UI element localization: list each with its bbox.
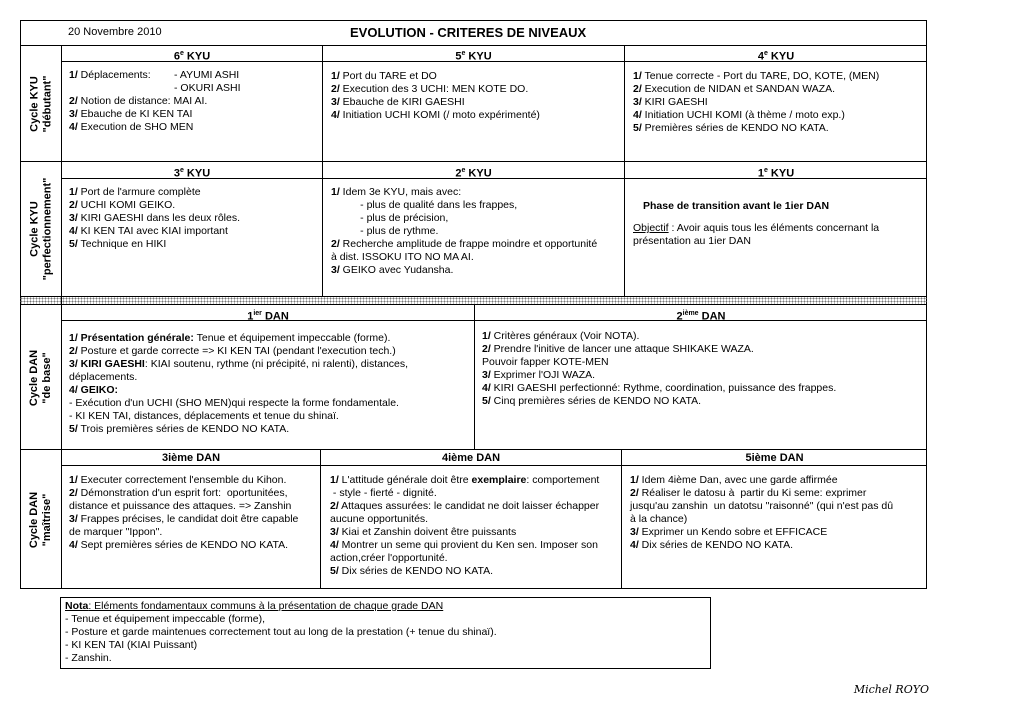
criteria-line: 4/ Execution de SHO MEN xyxy=(69,121,194,133)
criteria-line: 3/ Exprimer l'OJI WAZA. xyxy=(482,369,596,381)
criteria-line: 5/ Dix séries de KENDO NO KATA. xyxy=(330,565,493,577)
criteria-line: 3/ Ebauche de KI KEN TAI xyxy=(69,108,193,120)
criteria-line: 1/ Critères généraux (Voir NOTA). xyxy=(482,330,640,342)
criteria-6-kyu xyxy=(69,69,319,134)
signature: Michel ROYO xyxy=(853,683,929,696)
objectif-label: Objectif xyxy=(633,222,669,234)
criteria-line: 2/ Réaliser le datosu à partir du Ki seme: exprimer xyxy=(630,487,867,499)
criteria-line: - style - fierté - dignité. xyxy=(330,487,437,499)
criteria-line: 1/ Port de l'armure complète xyxy=(69,186,201,198)
criteria-line: 2/ Execution de NIDAN et SANDAN WAZA. xyxy=(633,83,836,95)
criteria-line: 4/ GEIKO: xyxy=(69,384,119,396)
criteria-4-dan xyxy=(330,474,620,578)
criteria-line: - plus de rythme. xyxy=(331,225,439,237)
criteria-line: - plus de qualité dans les frappes, xyxy=(331,199,518,211)
criteria-line: 4/ Initiation UCHI KOMI (à thème / moto exp.) xyxy=(633,109,845,121)
criteria-line: à la chance) xyxy=(630,513,688,525)
grade-header-6-kyu: 6e KYU xyxy=(173,50,211,63)
criteria-line: 3/ KIRI GAESHI: KIAI soutenu, rythme (ni précipité, ni ralenti), distances, xyxy=(69,358,409,370)
criteria-line: 3/ Ebauche de KIRI GAESHI xyxy=(331,96,465,108)
cycle-dan-base: Cycle DAN "de base" xyxy=(28,349,53,406)
criteria-line: 5/ Trois premières séries de KENDO NO KATA. xyxy=(69,423,290,435)
criteria-line: - plus de précision, xyxy=(331,212,449,224)
criteria-5-dan xyxy=(630,474,925,552)
criteria-line: 2/ Prendre l'initive de lancer une attaque SHIKAKE WAZA. xyxy=(482,343,754,355)
grade-header-3-dan: 3ième DAN xyxy=(161,452,221,464)
criteria-line: 3/ KIRI GAESHI xyxy=(633,96,708,108)
criteria-2-dan xyxy=(482,330,924,408)
criteria-line: 3/ GEIKO avec Yudansha. xyxy=(331,264,454,276)
criteria-line: 4/ KI KEN TAI avec KIAI important xyxy=(69,225,228,237)
criteria-line: 5/ Technique en HIKI xyxy=(69,238,167,250)
criteria-line: 4/ Montrer un seme qui provient du Ken sen. Imposer son xyxy=(330,539,598,551)
grade-header-5-kyu: 5e KYU xyxy=(455,50,492,63)
criteria-line: 5/ Premières séries de KENDO NO KATA. xyxy=(633,122,829,134)
nota-line: - Posture et garde maintenues correctement tout au long de la prestation (+ tenue du shinaï). xyxy=(65,626,497,638)
criteria-line: à dist. ISSOKU ITO NO MA AI. xyxy=(331,251,474,263)
criteria-line: 2/ Recherche amplitude de frappe moindre et opportunité xyxy=(331,238,598,250)
criteria-line: 4/ Sept premières séries de KENDO NO KATA. xyxy=(69,539,289,551)
criteria-2-kyu xyxy=(331,186,621,277)
criteria-line: - OKURI ASHI xyxy=(69,82,241,94)
criteria-line: de marquer "Ippon". xyxy=(69,526,163,538)
criteria-line: 3/ Exprimer un Kendo sobre et EFFICACE xyxy=(630,526,828,538)
grade-header-2-dan: 2ième DAN xyxy=(676,310,726,323)
criteria-line: 4/ KIRI GAESHI perfectionné: Rythme, coordination, puissance des frappes. xyxy=(482,382,837,394)
nota-heading: : Eléments fondamentaux communs à la présentation de chaque grade DAN xyxy=(88,600,444,612)
cycle-kyu-debutant: Cycle KYU "débutant" xyxy=(28,75,53,132)
nota-line: - KI KEN TAI (KIAI Puissant) xyxy=(65,639,198,651)
criteria-line: 2/ Attaques assurées: le candidat ne doit laisser échapper xyxy=(330,500,600,512)
criteria-line: 2/ Notion de distance: MAI AI. xyxy=(69,95,208,107)
criteria-1-dan xyxy=(69,332,471,436)
criteria-line: 2/ UCHI KOMI GEIKO. xyxy=(69,199,176,211)
criteria-line: 3/ KIRI GAESHI dans les deux rôles. xyxy=(69,212,241,224)
section-separator xyxy=(20,296,927,305)
nota-line: - Zanshin. xyxy=(65,652,112,664)
criteria-line: 1/ Executer correctement l'ensemble du Kihon. xyxy=(69,474,287,486)
nota-label: Nota xyxy=(65,600,89,612)
criteria-1-kyu: Phase de transition avant le 1ier DAN Objectif : Avoir aquis tous les éléments concernant la présentation au 1ier DAN xyxy=(633,200,925,248)
criteria-3-dan xyxy=(69,474,319,552)
criteria-line: 2/ Démonstration d'un esprit fort: oportunitées, xyxy=(69,487,288,499)
criteria-line: action,créer l'opportunité. xyxy=(330,552,448,564)
nota-box xyxy=(60,597,711,669)
nota-line: - Tenue et équipement impeccable (forme), xyxy=(65,613,265,625)
criteria-line: 1/ Déplacements: - AYUMI ASHI xyxy=(69,69,240,81)
criteria-line: aucune opportunités. xyxy=(330,513,429,525)
criteria-line: distance et puissance des attaques. => Zanshin xyxy=(69,500,292,512)
grade-header-4-kyu: 4e KYU xyxy=(757,50,795,63)
criteria-3-kyu xyxy=(69,186,319,251)
grade-header-1-kyu: 1e KYU xyxy=(757,167,795,180)
document-date: 20 Novembre 2010 xyxy=(68,26,162,38)
cycle-dan-maitrise: Cycle DAN "maîtrise" xyxy=(28,491,53,548)
criteria-4-kyu xyxy=(633,70,925,135)
criteria-line: 1/ Idem 3e KYU, mais avec: xyxy=(331,186,462,198)
criteria-line: - KI KEN TAI, distances, déplacements et tenue du shinaï. xyxy=(69,410,339,422)
document-title: EVOLUTION - CRITERES DE NIVEAUX xyxy=(350,25,587,40)
criteria-line: Pouvoir fapper KOTE-MEN xyxy=(482,356,609,368)
criteria-line: 3/ Kiai et Zanshin doivent être puissants xyxy=(330,526,517,538)
grade-header-5-dan: 5ième DAN xyxy=(745,452,804,464)
criteria-line: 2/ Posture et garde correcte => KI KEN TAI (pendant l'execution tech.) xyxy=(69,345,396,357)
grade-header-4-dan: 4ième DAN xyxy=(441,452,501,464)
criteria-line: 5/ Cinq premières séries de KENDO NO KATA. xyxy=(482,395,702,407)
criteria-line: 1/ Port du TARE et DO xyxy=(331,70,437,82)
criteria-line: 1/ Idem 4ième Dan, avec une garde affirmée xyxy=(630,474,838,486)
grade-header-3-kyu: 3e KYU xyxy=(173,167,211,180)
criteria-line: déplacements. xyxy=(69,371,138,383)
criteria-line: 3/ Frappes précises, le candidat doit être capable xyxy=(69,513,299,525)
criteria-line: 2/ Execution des 3 UCHI: MEN KOTE DO. xyxy=(331,83,529,95)
criteria-line: 4/ Initiation UCHI KOMI (/ moto expérimenté) xyxy=(331,109,540,121)
criteria-line: 4/ Dix séries de KENDO NO KATA. xyxy=(630,539,793,551)
grade-header-1-dan: $1^{ier}$ DAN xyxy=(247,310,289,323)
criteria-5-kyu xyxy=(331,70,621,122)
cycle-kyu-perfectionnement: Cycle KYU "perfectionnement" xyxy=(28,177,54,281)
criteria-line: jusqu'au zanshin un datotsu "raisonné" (qui n'est pas dû xyxy=(630,500,894,512)
grade-header-2-kyu: 2e KYU xyxy=(455,167,492,180)
transition-text: Phase de transition avant le 1ier DAN xyxy=(643,200,830,212)
criteria-line: 1/ Présentation générale: Tenue et équipement impeccable (forme). xyxy=(69,332,391,344)
criteria-line: - Exécution d'un UCHI (SHO MEN)qui respecte la forme fondamentale. xyxy=(69,397,399,409)
criteria-line: 1/ L'attitude générale doit être exemplaire: comportement xyxy=(330,474,600,486)
criteria-line: 1/ Tenue correcte - Port du TARE, DO, KOTE, (MEN) xyxy=(633,70,880,82)
